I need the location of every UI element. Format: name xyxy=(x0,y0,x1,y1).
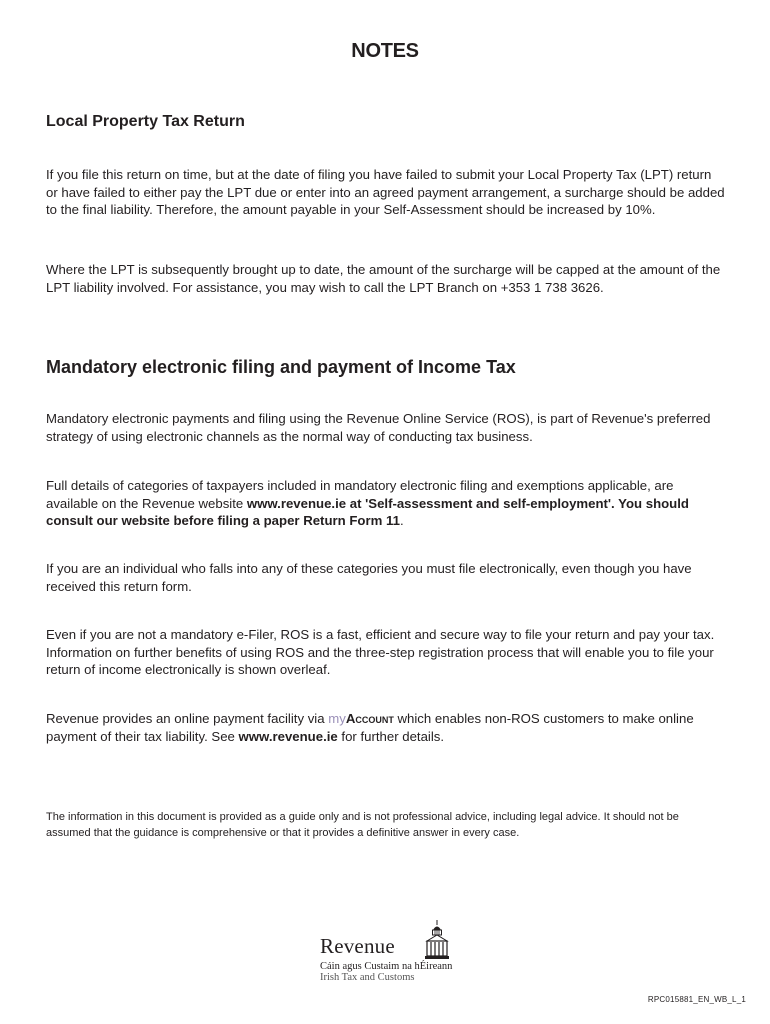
myaccount-brand-my: my xyxy=(328,711,346,726)
revenue-logo-english-name: Irish Tax and Customs xyxy=(320,972,415,983)
myaccount-brand-account: Account xyxy=(345,711,394,726)
revenue-website-reference: www.revenue.ie at 'Self-assessment and self-employment'. You should consult our website before filing a paper Return Form 11 xyxy=(46,495,689,529)
must-file-electronically-paragraph: If you are an individual who falls into any of these categories you must file electronically, even though you have received this return form. xyxy=(46,561,692,594)
lpt-section-heading: Local Property Tax Return xyxy=(46,113,245,130)
page-title: NOTES xyxy=(351,40,419,62)
myaccount-text-mid: which enables non-ROS customers to make online payment of their tax liability. See xyxy=(46,711,694,744)
revenue-website-link[interactable]: www.revenue.ie xyxy=(238,728,338,744)
revenue-logo-wordmark: Revenue xyxy=(320,934,395,958)
lpt-cap-paragraph: Where the LPT is subsequently brought up to date, the amount of the surcharge will be capped at the amount of the LPT liability involved. For assistance, you may wish to call the LPT Branch on +353 1 738 3626. xyxy=(46,262,721,295)
ros-strategy-paragraph: Mandatory electronic payments and filing using the Revenue Online Service (ROS), is part of Revenue's preferred strategy of using electronic channels as the normal way of conducting tax business. xyxy=(46,411,711,444)
myaccount-text-start: Revenue provides an online payment facility via xyxy=(46,711,329,726)
categories-text-end: . xyxy=(399,513,404,529)
mandatory-efiling-heading: Mandatory electronic filing and payment of Income Tax xyxy=(46,357,516,377)
lpt-surcharge-paragraph: If you file this return on time, but at the date of filing you have failed to submit your Local Property Tax (LPT) return or have failed to either pay the LPT due or enter into an agreed payment arrangement, a surcharge should be added to the final liability. Therefore, the amount payable in your Self-Assessment should be increased by 10%. xyxy=(46,167,725,218)
guidance-disclaimer: The information in this document is provided as a guide only and is not professional advice, including legal advice. It should not be assumed that the guidance is comprehensive or that it provides a definitive answer in every case. xyxy=(46,811,679,839)
categories-text: Full details of categories of taxpayers included in mandatory electronic filing and exemptions applicable, are available on the Revenue website xyxy=(46,478,674,511)
myaccount-paragraph xyxy=(46,710,726,745)
categories-paragraph xyxy=(46,477,726,530)
revenue-logo xyxy=(320,920,460,985)
revenue-logo-irish-name: Cáin agus Custaim na hÉireann xyxy=(320,961,453,972)
document-reference: RPC015881_EN_WB_L_1 xyxy=(647,995,746,1004)
myaccount-text-end: for further details. xyxy=(337,728,445,744)
customs-house-icon xyxy=(424,920,450,960)
ros-benefits-paragraph: Even if you are not a mandatory e-Filer, ROS is a fast, efficient and secure way to file your return and pay your tax. Information on further benefits of using ROS and the three-step registration process that will enable you to file your return of income electronically is shown overleaf. xyxy=(46,627,715,678)
